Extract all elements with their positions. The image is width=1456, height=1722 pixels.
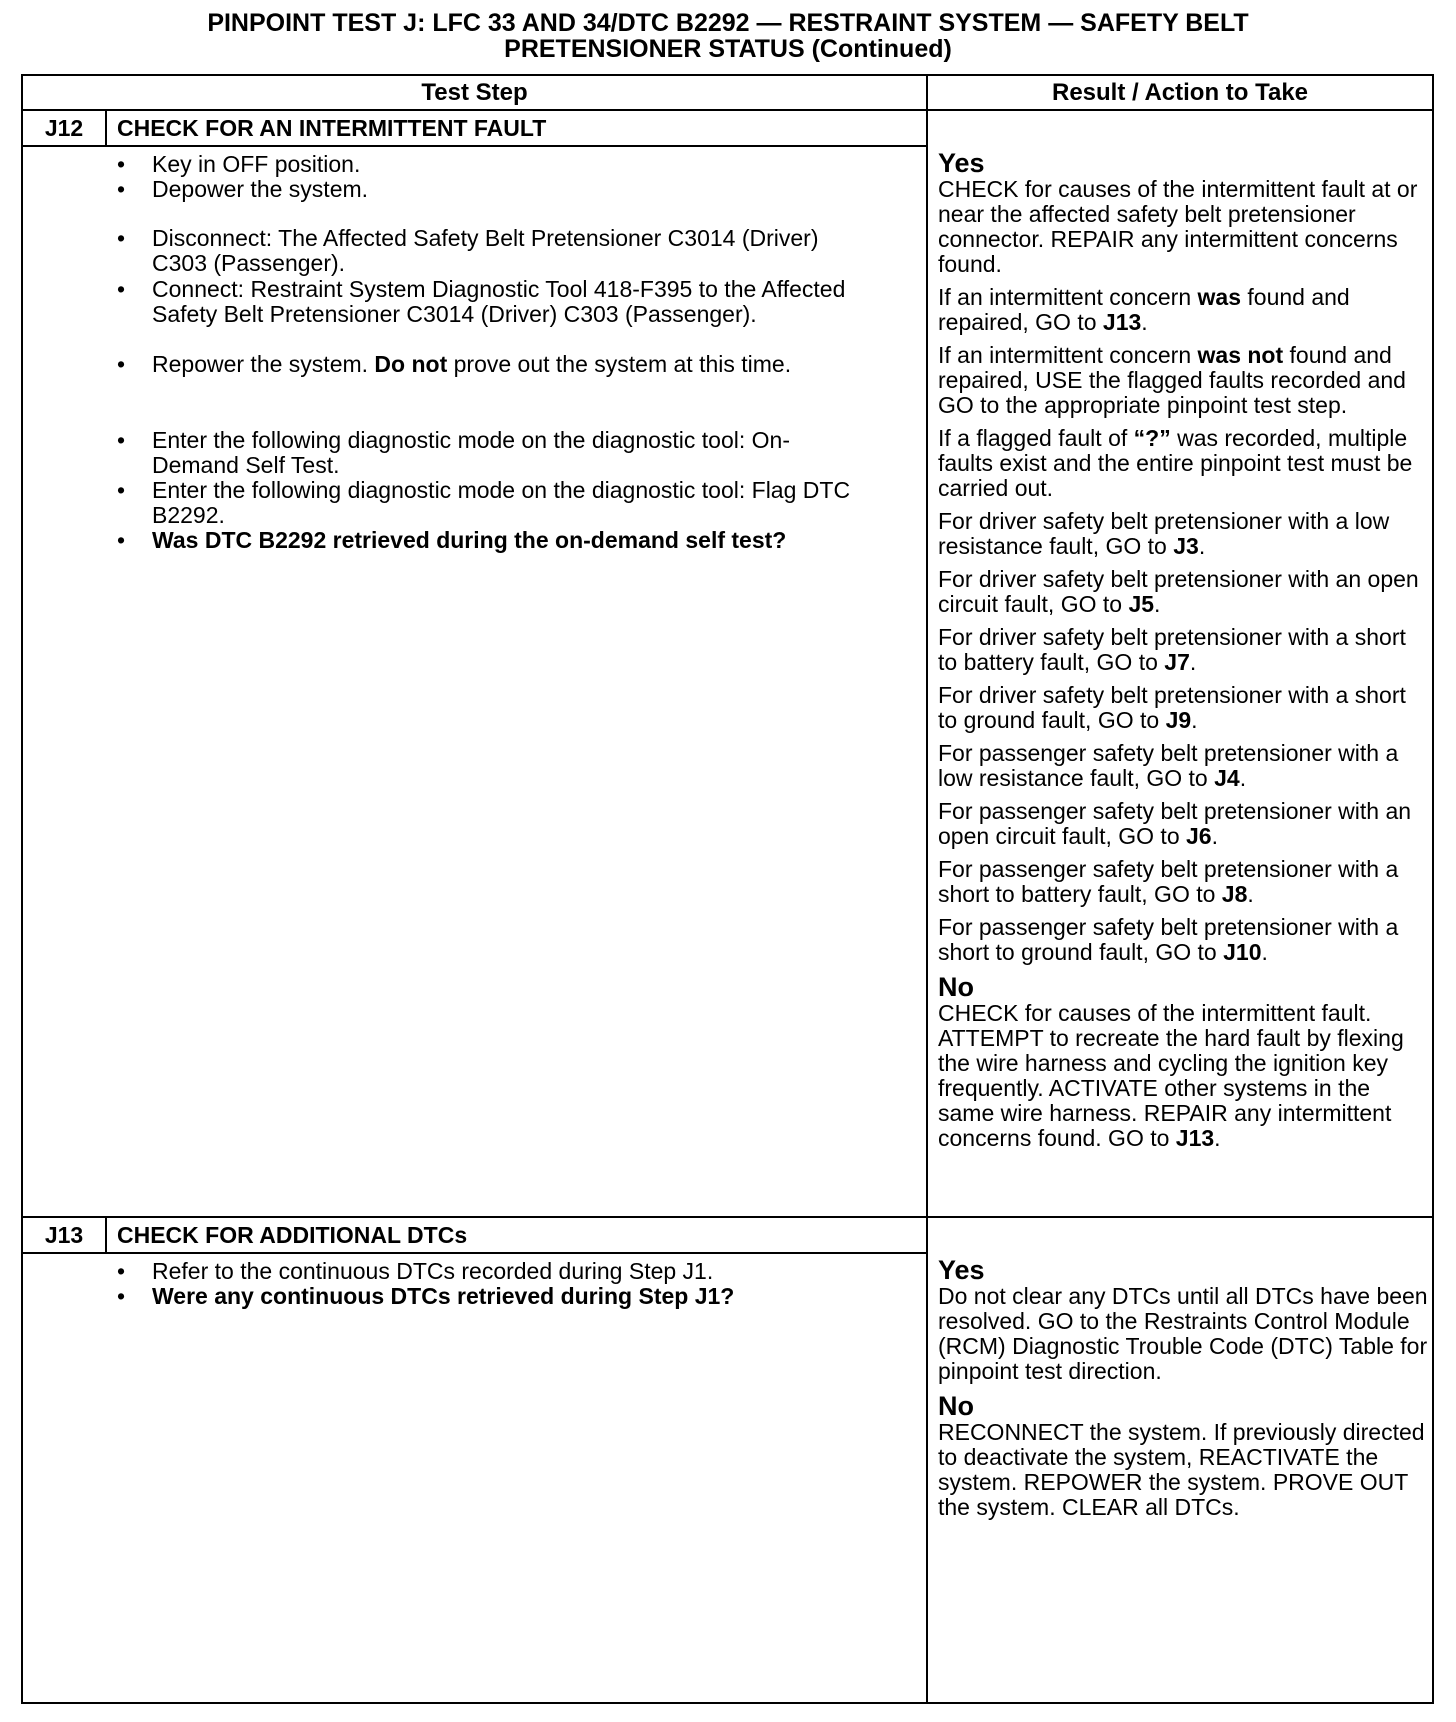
title-line-1: PINPOINT TEST J: LFC 33 AND 34/DTC B2292 — RESTRAINT SYSTEM — SAFETY BELT xyxy=(207,9,1249,37)
j12-step-list xyxy=(107,152,907,1152)
step-id-j12: J12 xyxy=(44,115,84,141)
j13-result xyxy=(938,1256,1428,1528)
j13-step-2: • Were any continuous DTCs retrieved during Step J1? xyxy=(117,1283,735,1309)
step-id-j13: J13 xyxy=(44,1222,84,1248)
j12-result xyxy=(938,149,1428,1159)
j13-title-divider xyxy=(21,1252,928,1254)
j12-step-2: • Depower the system. xyxy=(117,176,369,202)
step-title-j13: CHECK FOR ADDITIONAL DTCs xyxy=(117,1222,468,1248)
j13-step-list xyxy=(107,1259,907,1359)
j12-step-4: • Connect: Restraint System Diagnostic Tool 418-F395 to the Affected Safety Belt Pretensioner C3014 (Driver) C303 (Passenger). xyxy=(117,276,846,327)
j12-step-3: • Disconnect: The Affected Safety Belt Pretensioner C3014 (Driver) C303 (Passenger). xyxy=(117,225,819,276)
j12-yes-item-3: If a flagged fault of “?” was recorded, multiple faults exist and the entire pinpoint test must be carried out. xyxy=(938,425,1413,501)
j12-no-text: CHECK for causes of the intermittent fault. ATTEMPT to recreate the hard fault by flexing the wire harness and cycling the ignition key frequently. ACTIVATE other systems in the same wire harness. REPAIR any intermittent concerns found. GO to J13. xyxy=(938,1000,1404,1151)
j12-yes-item-6: For driver safety belt pretensioner with a short to battery fault, GO to J7. xyxy=(938,624,1406,675)
j12-step-5: • Repower the system. Do not prove out the system at this time. xyxy=(117,351,792,377)
j12-yes-item-7: For driver safety belt pretensioner with a short to ground fault, GO to J9. xyxy=(938,682,1406,733)
header-test-step: Test Step xyxy=(421,79,528,106)
j13-yes-text: Do not clear any DTCs until all DTCs have been resolved. GO to the Restraints Control Module (RCM) Diagnostic Trouble Code (DTC) Table for pinpoint test direction. xyxy=(938,1283,1428,1384)
j12-yes-item-10: For passenger safety belt pretensioner with a short to battery fault, GO to J8. xyxy=(938,856,1399,907)
title-line-2: PRETENSIONER STATUS (Continued) xyxy=(504,35,952,63)
j13-yes-label: Yes xyxy=(938,1255,985,1285)
j12-step-8: • Was DTC B2292 retrieved during the on-demand self test? xyxy=(117,527,787,553)
header-result-action: Result / Action to Take xyxy=(1051,79,1309,106)
j12-no-label: No xyxy=(938,972,974,1002)
j12-yes-item-11: For passenger safety belt pretensioner with a short to ground fault, GO to J10. xyxy=(938,914,1399,965)
j12-yes-item-8: For passenger safety belt pretensioner with a low resistance fault, GO to J4. xyxy=(938,740,1399,791)
j12-yes-text: CHECK for causes of the intermittent fault at or near the affected safety belt pretensioner connector. REPAIR any intermittent concerns found. xyxy=(938,176,1418,277)
j12-step-7: • Enter the following diagnostic mode on the diagnostic tool: Flag DTC B2292. xyxy=(117,477,851,528)
j12-step-6: • Enter the following diagnostic mode on the diagnostic tool: On-Demand Self Test. xyxy=(117,427,790,478)
j12-title-divider xyxy=(21,145,928,147)
j12-yes-item-2: If an intermittent concern was not found and repaired, USE the flagged faults recorded and GO to the appropriate pinpoint test step. xyxy=(938,342,1406,418)
j12-yes-item-9: For passenger safety belt pretensioner with an open circuit fault, GO to J6. xyxy=(938,798,1412,849)
j13-no-text: RECONNECT the system. If previously directed to deactivate the system, REACTIVATE the system. REPOWER the system. PROVE OUT the system. CLEAR all DTCs. xyxy=(938,1419,1425,1520)
j12-yes-item-1: If an intermittent concern was found and repaired, GO to J13. xyxy=(938,284,1350,335)
j12-yes-item-5: For driver safety belt pretensioner with an open circuit fault, GO to J5. xyxy=(938,566,1419,617)
j13-no-label: No xyxy=(938,1391,974,1421)
step-title-j12: CHECK FOR AN INTERMITTENT FAULT xyxy=(117,115,547,141)
j12-yes-label: Yes xyxy=(938,148,985,178)
j12-step-1: • Key in OFF position. xyxy=(117,151,361,177)
document-title xyxy=(0,10,1456,62)
j12-yes-item-4: For driver safety belt pretensioner with a low resistance fault, GO to J3. xyxy=(938,508,1390,559)
column-divider xyxy=(926,74,928,1704)
j13-step-1: • Refer to the continuous DTCs recorded during Step J1. xyxy=(117,1258,714,1284)
